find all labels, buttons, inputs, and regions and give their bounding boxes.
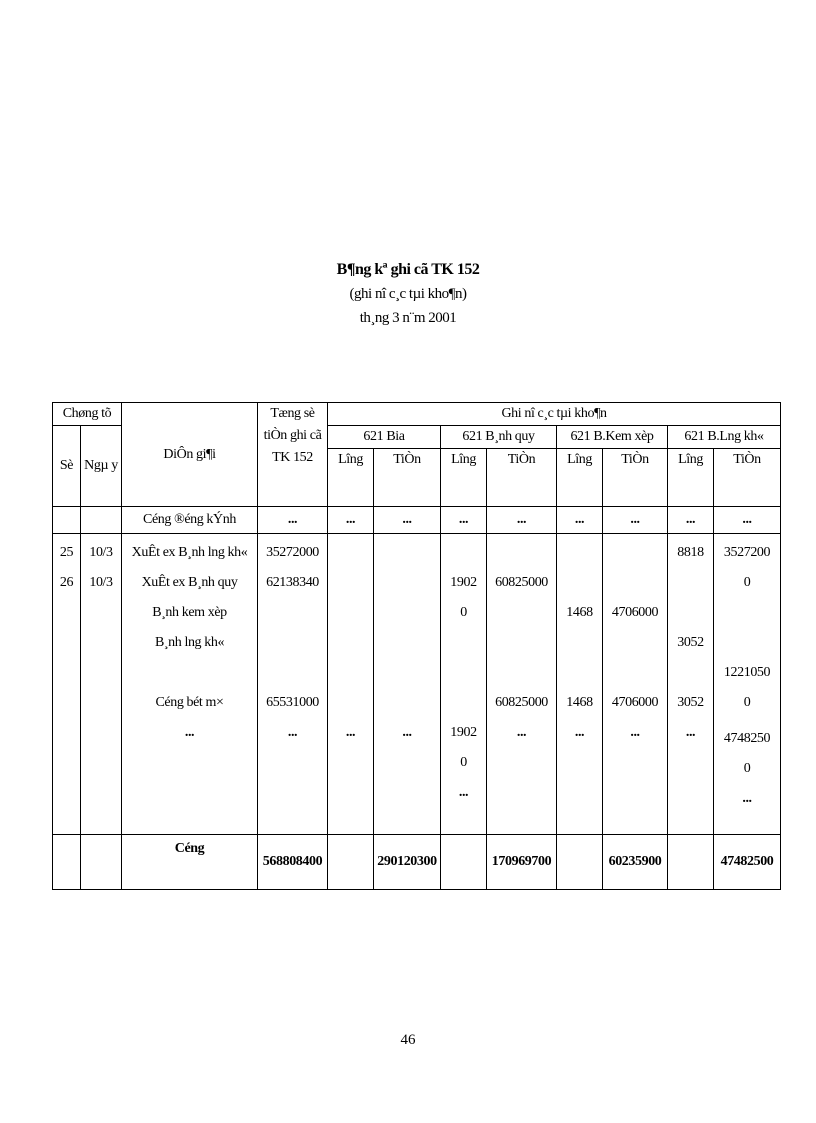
header-chung-tu: Chøng tõ: [53, 403, 122, 426]
header-tien: TiÒn: [603, 449, 668, 507]
cell: ...: [714, 507, 781, 534]
cell: ...: [487, 507, 557, 534]
header-luong: Lîng: [441, 449, 487, 507]
header-account-bia: 621 Bia: [328, 426, 441, 449]
cell: ...: [258, 507, 328, 534]
header-account-kem-xop: 621 B.Kem xèp: [557, 426, 668, 449]
header-luong: Lîng: [328, 449, 374, 507]
cell: ...: [557, 507, 603, 534]
header-tien: TiÒn: [487, 449, 557, 507]
header-account-luong-kho: 621 B.Lng kh«: [668, 426, 781, 449]
header-luong: Lîng: [557, 449, 603, 507]
total-quy-tien: 170969700: [487, 835, 557, 890]
document-period: th¸ng 3 n¨m 2001: [359, 310, 457, 326]
quy-luong-column: 1902 0 1902 0 ...: [441, 534, 487, 835]
total-bia-tien: 290120300: [374, 835, 441, 890]
bia-luong-column: ...: [328, 534, 374, 835]
opening-row: [53, 507, 781, 534]
header-tien: TiÒn: [374, 449, 441, 507]
total-row: [53, 835, 781, 890]
bia-tien-column: ...: [374, 534, 441, 835]
header-tong-so: Tæng sè tiÒn ghi cã TK 152: [258, 403, 328, 507]
tong-so-column: 35272000 62138340 65531000 ...: [258, 534, 328, 835]
header-so: Sè: [53, 426, 81, 507]
header-luong: Lîng: [668, 449, 714, 507]
document-title: B¶ng kª ghi cã TK 152: [336, 261, 480, 278]
ngay-column: 10/3 10/3: [81, 534, 122, 835]
page-number: 46: [400, 1032, 416, 1048]
header-tien: TiÒn: [714, 449, 781, 507]
so-column: 25 26: [53, 534, 81, 835]
title-block: [0, 258, 816, 330]
cell: ...: [668, 507, 714, 534]
kho-tien-column: 3527200 0 1221050 0 4748250 0 ...: [714, 534, 781, 835]
total-kem-tien: 60235900: [603, 835, 668, 890]
total-label: Céng: [122, 835, 258, 890]
total-kho-tien: 47482500: [714, 835, 781, 890]
kem-luong-column: 1468 1468 ...: [557, 534, 603, 835]
header-account-banh-quy: 621 B¸nh quy: [441, 426, 557, 449]
kem-tien-column: 4706000 4706000 ...: [603, 534, 668, 835]
document-subtitle: (ghi nî c¸c tµi kho¶n): [349, 286, 467, 302]
ledger-table: [52, 402, 781, 890]
opening-label: Céng ®éng kÝnh: [122, 507, 258, 534]
total-tong-so: 568808400: [258, 835, 328, 890]
header-ngay: Ngµ y: [81, 426, 122, 507]
detail-row: [53, 534, 781, 835]
cell: ...: [441, 507, 487, 534]
quy-tien-column: 60825000 60825000 ...: [487, 534, 557, 835]
cell: ...: [603, 507, 668, 534]
header-ghi-no: Ghi nî c¸c tµi kho¶n: [328, 403, 781, 426]
dien-giai-column: XuÊt ex B¸nh lng kh« XuÊt ex B¸nh quy B¸nh kem xèp B¸nh lng kh« Céng bét m× ...: [122, 534, 258, 835]
header-dien-giai: DiÔn gi¶i: [122, 403, 258, 507]
kho-luong-column: 8818 3052 3052 ...: [668, 534, 714, 835]
cell: ...: [374, 507, 441, 534]
cell: ...: [328, 507, 374, 534]
